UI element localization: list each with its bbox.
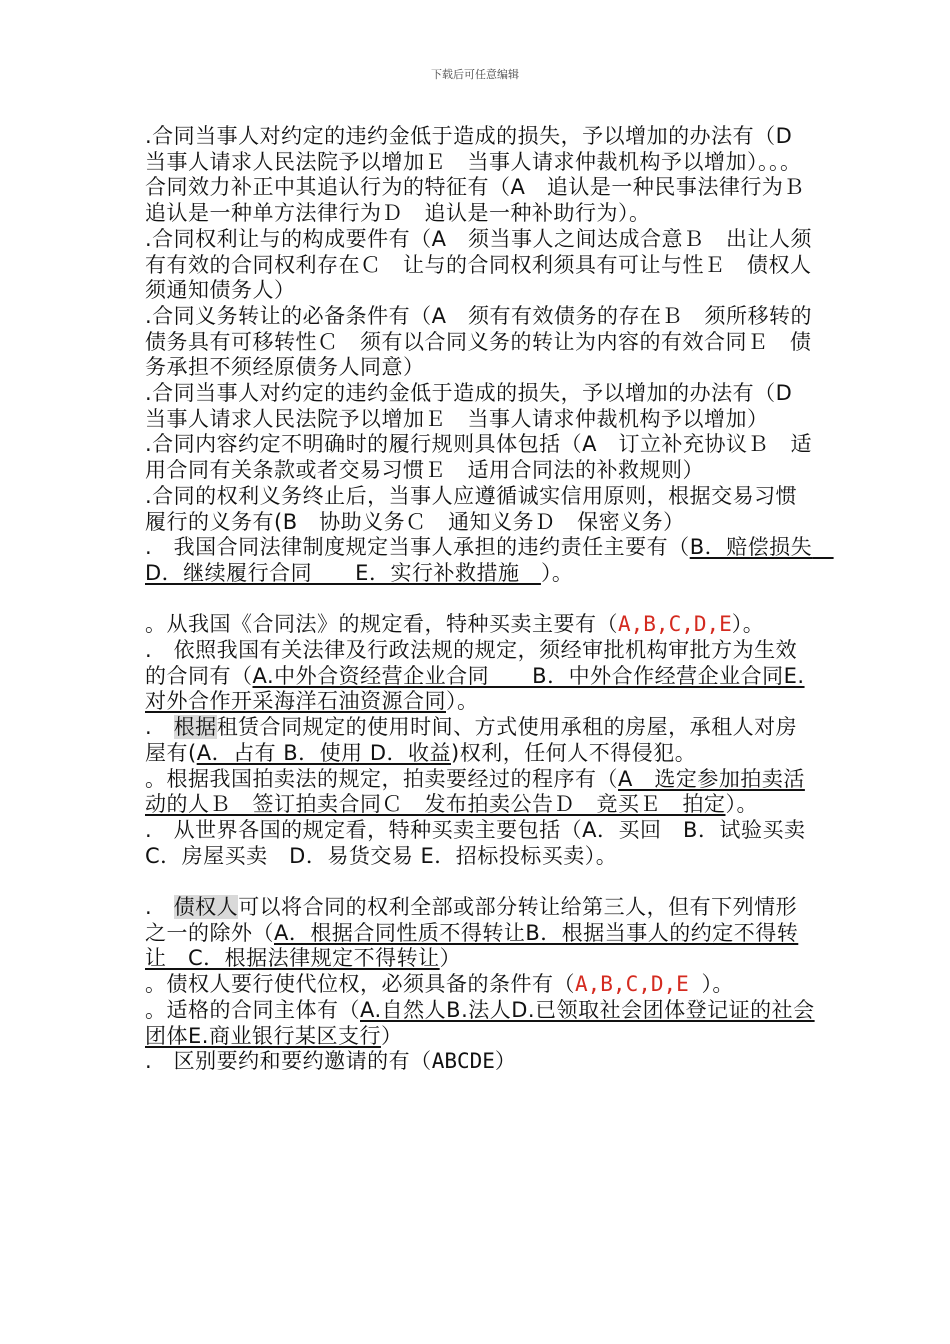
paragraph-2: .合同权利让与的构成要件有（A 须当事人之间达成合意Ｂ 出让人须有有效的合同权利存在Ｃ 让与的合同权利须具有可让与性Ｅ 债权人须通知债务人）: [145, 226, 813, 303]
paragraph-12: . 从世界各国的规定看，特种买卖主要包括（A．买回 B．试验买卖C．房屋买卖 D．易货交易 E．招标投标买卖）。: [145, 817, 806, 868]
question-text: 。根据我国拍卖法的规定，拍卖要经过的程序有（: [145, 766, 618, 791]
paragraph-1: .合同当事人对约定的违约金低于造成的损失，予以增加的办法有（D 当事人请求人民法院予以增加Ｅ 当事人请求仲裁机构予以增加）。。。合同效力补正中其追认行为的特征有（A 追认是一种民事法律行为Ｂ 追认是一种单方法律行为Ｄ 追认是一种补助行为）。: [145, 124, 827, 226]
question-end: ）。: [540, 560, 574, 585]
paragraph-15: [145, 998, 815, 1049]
paragraph-11: [145, 767, 815, 818]
answer-text: A.中外合资经营企业合同 B．中外合作经营企业合同E.对外合作开采海洋石油资源合同: [145, 663, 805, 714]
answer-text: ABCDE: [431, 1049, 495, 1074]
highlighted-text: 债权人: [173, 895, 239, 920]
question-text: . 依照我国有关法律及行政法规的规定，须经审批机构审批方为生效的合同有（: [145, 638, 798, 688]
paragraph-13: [145, 895, 815, 972]
answer-text: B．赔偿损失 D．继续履行合同 E．实行补救措施: [145, 535, 834, 585]
question-end: ）。: [731, 612, 765, 637]
question-text: 可以将合同的权利全部或部分转让给第三人，但有下列情形之一的除外（: [145, 895, 798, 945]
answer-text: A,B,C,D,E: [618, 612, 732, 637]
question-end: )权利，任何人不得侵犯。: [451, 740, 697, 765]
highlighted-text: 根据: [173, 715, 217, 740]
paragraph-5: .合同内容约定不明确时的履行规则具体包括（A 订立补充协议Ｂ 适用合同有关条款或者交易习惯Ｅ 适用合同法的补救规则）: [145, 432, 813, 483]
answer-text: A.自然人B.法人D.已领取社会团体登记证的社会团体E.商业银行某区支行: [145, 997, 815, 1048]
document-body: [145, 124, 834, 1075]
paragraph-14: [145, 972, 815, 998]
paragraph-10: [145, 715, 815, 766]
paragraph-4: .合同当事人对约定的违约金低于造成的损失，予以增加的办法有（D 当事人请求人民法院予以增加Ｅ 当事人请求仲裁机构予以增加）: [145, 381, 814, 431]
answer-text: A．占有 B．使用 D．收益: [196, 740, 451, 765]
question-end: ）。: [446, 689, 479, 714]
question-text: 。从我国《合同法》的规定看，特种买卖主要有（: [145, 612, 618, 637]
answer-text: A．根据合同性质不得转让B．根据当事人的约定不得转让 C．根据法律规定不得转让: [145, 920, 799, 971]
question-end: ）: [380, 1023, 403, 1048]
question-text: 租赁合同规定的使用时间、方式使用承租的房屋，承租人对房屋有(: [145, 715, 798, 765]
page-header: 下载后可任意编辑: [431, 68, 519, 81]
question-end: ）。: [701, 972, 734, 997]
paragraph-9: [145, 638, 815, 715]
question-text: . 区别要约和要约邀请的有（: [145, 1049, 432, 1074]
answer-text: A,B,C,D,E: [575, 972, 702, 997]
paragraph-8: [145, 612, 815, 638]
question-end: ）。: [725, 792, 758, 817]
blank-line: [145, 587, 815, 613]
question-text: . 我国合同法律制度规定当事人承担的违约责任主要有（: [145, 535, 690, 560]
question-prefix: .: [145, 895, 174, 920]
question-text: 。债权人要行使代位权，必须具备的条件有（: [145, 972, 575, 997]
question-end: ）: [494, 1049, 517, 1074]
paragraph-6: .合同的权利义务终止后，当事人应遵循诚实信用原则，根据交易习惯履行的义务有(B 协助义务Ｃ 通知义务Ｄ 保密义务）: [145, 483, 798, 534]
paragraph-16: [145, 1049, 815, 1075]
paragraph-3: .合同义务转让的必备条件有（A 须有有效债务的存在Ｂ 须所移转的债务具有可移转性Ｃ 须有以合同义务的转让为内容的有效合同Ｅ 债务承担不须经原债务人同意）: [145, 303, 813, 380]
blank-line: [145, 869, 815, 895]
answer-text: A 选定参加拍卖活动的人Ｂ 签订拍卖合同Ｃ 发布拍卖公告Ｄ 竞买Ｅ 拍定: [145, 766, 805, 817]
question-prefix: .: [145, 715, 174, 740]
question-end: ）: [439, 946, 462, 971]
paragraph-7: [145, 535, 834, 586]
question-text: 。适格的合同主体有（: [145, 997, 360, 1022]
